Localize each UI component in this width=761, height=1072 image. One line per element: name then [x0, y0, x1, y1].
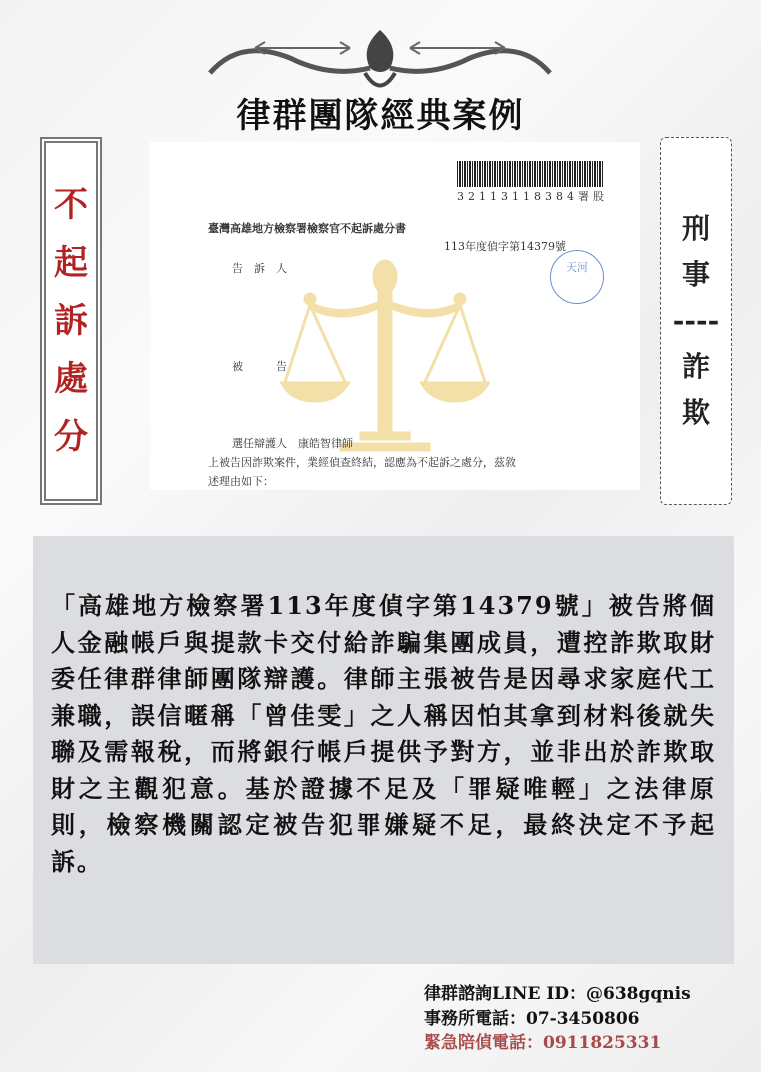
- document-text-line: 述理由如下：: [208, 475, 274, 488]
- outcome-char: 處: [54, 359, 88, 399]
- case-type-char: 詐: [681, 350, 710, 383]
- seal-stamp: [550, 250, 604, 304]
- contact-info: [424, 982, 691, 1056]
- outcome-char: 分: [54, 417, 88, 457]
- barcode-number: 32113118384署股: [457, 190, 608, 203]
- emergency-phone: 緊急陪偵電話：0911825331: [424, 1033, 662, 1053]
- case-type-char: 刑: [681, 212, 710, 245]
- complainant-label: 告 訴 人: [232, 262, 287, 275]
- stamp-text: 天河: [566, 261, 588, 274]
- case-type-char: 事: [681, 258, 710, 291]
- scales-of-justice-icon: [280, 257, 490, 462]
- outcome-label-panel: [40, 137, 102, 505]
- case-summary-text: 「高雄地方檢察署113年度偵字第14379號」被告將個人金融帳戶與提款卡交付給詐騙集團成員，遭控詐欺取財委任律群律師團隊辯護。律師主張被告是因尋求家庭代工兼職，誤信暱稱「曾佳雯」之人稱因怕其拿到材料後就失聯及需報稅，而將銀行帳戶提供予對方，並非出於詐欺取財之主觀犯意。基於證據不足及「罪疑唯輕」之法律原則，檢察機關認定被告犯罪嫌疑不足，最終決定不予起訴。: [51, 591, 716, 876]
- barcode: [457, 161, 604, 187]
- case-type-panel: [660, 137, 732, 505]
- document-image: [150, 142, 640, 490]
- outcome-char: 訴: [54, 301, 88, 341]
- case-number: 113年度偵字第14379號: [444, 240, 566, 253]
- case-summary-panel: [33, 536, 734, 964]
- document-text-line: 上被告因詐欺案件，業經偵查終結，認應為不起訴之處分，茲敘: [208, 456, 516, 469]
- case-type-char: 欺: [681, 396, 710, 429]
- outcome-char: 不: [54, 185, 88, 225]
- case-type-divider: ----: [672, 304, 720, 337]
- defense-attorney-label: 選任辯護人 康皓智律師: [232, 437, 353, 450]
- office-phone: 事務所電話：07-3450806: [424, 1008, 640, 1029]
- page-title: 律群團隊經典案例: [236, 96, 525, 136]
- outcome-char: 起: [54, 243, 88, 283]
- document-heading: 臺灣高雄地方檢察署檢察官不起訴處分書: [208, 222, 406, 235]
- defendant-label: 被 告: [232, 360, 287, 373]
- line-id: 律群諮詢LINE ID：@638gqnis: [424, 984, 691, 1004]
